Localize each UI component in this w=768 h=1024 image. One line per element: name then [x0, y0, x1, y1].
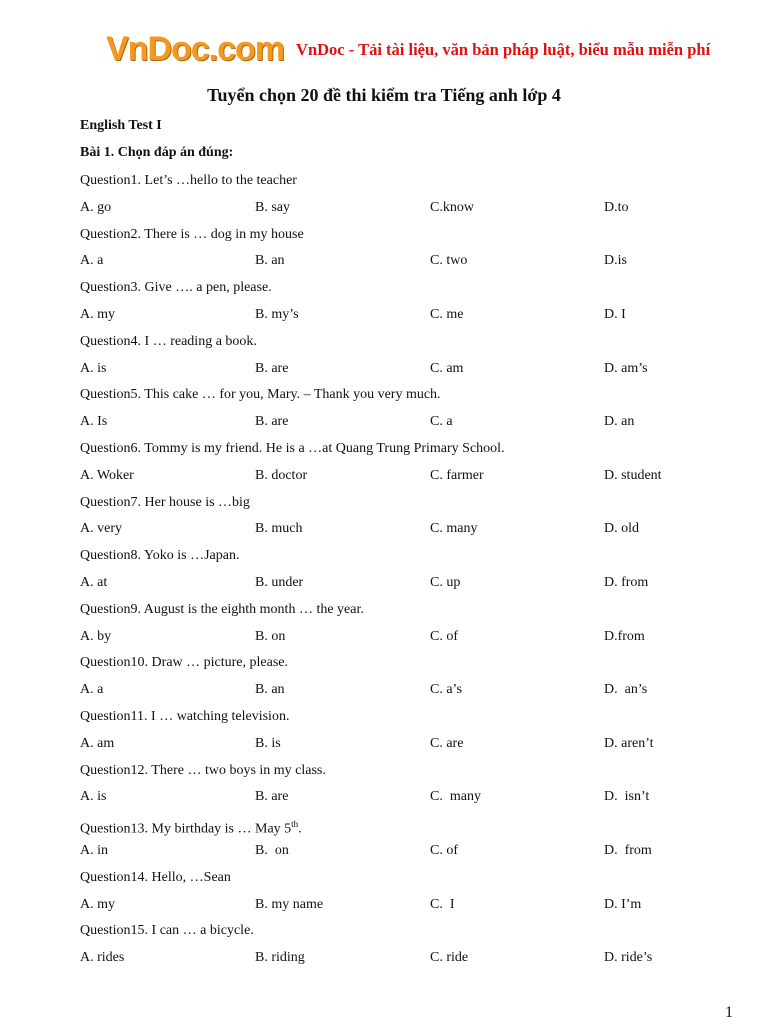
- option-c: C. up: [430, 574, 461, 590]
- option-d: D. I: [604, 306, 626, 322]
- question-text: [80, 439, 720, 466]
- option-c: C. I: [430, 896, 455, 912]
- question-text-main: Question10. Draw … picture, please.: [80, 655, 288, 671]
- option-a: A. go: [80, 199, 112, 215]
- answer-options: [80, 680, 720, 707]
- option-c: C. a’s: [430, 682, 462, 698]
- test-title: English Test I: [80, 118, 162, 133]
- question-text-main: Question14. Hello, …Sean: [80, 869, 231, 885]
- option-d: D. an’s: [604, 682, 648, 698]
- question-text: [80, 761, 720, 788]
- option-c: C. me: [430, 306, 464, 322]
- option-a: A. rides: [80, 950, 125, 966]
- question-item: [80, 546, 720, 600]
- question-item: [80, 332, 720, 386]
- question-text-main: Question6. Tommy is my friend. He is a …at Quang Trung Primary School.: [80, 440, 505, 456]
- option-b: B. an: [255, 682, 285, 698]
- option-b: B. say: [255, 199, 290, 215]
- question-text: [80, 814, 720, 841]
- option-d: D. an: [604, 414, 635, 430]
- question-item: [80, 385, 720, 439]
- option-b: B. on: [255, 628, 286, 644]
- question-text: [80, 278, 720, 305]
- section-title: Bài 1. Chọn đáp án đúng:: [80, 145, 234, 160]
- option-a: A. Woker: [80, 467, 134, 483]
- option-c: C. am: [430, 360, 464, 376]
- option-a: A. by: [80, 628, 112, 644]
- question-item: [80, 171, 720, 225]
- answer-options: [80, 466, 720, 493]
- question-item: [80, 653, 720, 707]
- option-d: D. aren’t: [604, 735, 654, 751]
- option-a: A. my: [80, 896, 115, 912]
- option-c: C. many: [430, 521, 478, 537]
- question-text: [80, 600, 720, 627]
- question-text-main: Question9. August is the eighth month … the year.: [80, 601, 364, 617]
- option-a: A. my: [80, 306, 115, 322]
- question-text-main: Question15. I can … a bicycle.: [80, 923, 254, 939]
- question-item: [80, 814, 720, 868]
- option-b: B. on: [255, 842, 289, 858]
- option-b: B. are: [255, 789, 289, 805]
- option-a: A. is: [80, 789, 107, 805]
- answer-options: [80, 948, 720, 975]
- question-text-main: Question5. This cake … for you, Mary. – Thank you very much.: [80, 387, 441, 403]
- question-text-main: Question13. My birthday is … May 5: [80, 821, 292, 837]
- question-item: [80, 868, 720, 922]
- answer-options: [80, 519, 720, 546]
- document-title: Tuyển chọn 20 đề thi kiểm tra Tiếng anh lớp 4: [207, 85, 561, 105]
- option-c: C. of: [430, 628, 458, 644]
- question-item: [80, 439, 720, 493]
- question-item: [80, 225, 720, 279]
- option-c: C.know: [430, 199, 474, 215]
- page-header: [106, 30, 710, 70]
- option-b: B. under: [255, 574, 304, 590]
- header-tagline: VnDoc - Tải tài liệu, văn bản pháp luật, biểu mẫu miễn phí: [296, 39, 711, 59]
- option-b: B. my name: [255, 896, 324, 912]
- answer-options: [80, 787, 720, 814]
- answer-options: [80, 359, 720, 386]
- question-text: [80, 707, 720, 734]
- answer-options: [80, 841, 720, 868]
- answer-options: [80, 198, 720, 225]
- answer-options: [80, 412, 720, 439]
- option-c: C. a: [430, 414, 453, 430]
- answer-options: [80, 627, 720, 654]
- option-b: B. is: [255, 735, 281, 751]
- option-a: A. in: [80, 842, 108, 858]
- option-b: B. are: [255, 414, 289, 430]
- option-a: A. Is: [80, 414, 108, 430]
- option-b: B. an: [255, 253, 285, 269]
- option-d: D. I’m: [604, 896, 642, 912]
- question-item: [80, 921, 720, 975]
- question-text-main: Question8. Yoko is …Japan.: [80, 548, 240, 564]
- option-a: A. a: [80, 682, 104, 698]
- option-a: A. at: [80, 574, 108, 590]
- option-d: D.from: [604, 628, 645, 644]
- option-c: C. ride: [430, 950, 469, 966]
- option-d: D.is: [604, 253, 627, 269]
- option-b: B. doctor: [255, 467, 308, 483]
- question-text-main: Question1. Let’s …hello to the teacher: [80, 173, 297, 188]
- option-c: C. of: [430, 842, 458, 858]
- question-text: [80, 332, 720, 359]
- question-text: [80, 493, 720, 520]
- answer-options: [80, 305, 720, 332]
- question-text-main: Question2. There is … dog in my house: [80, 226, 304, 242]
- answer-options: [80, 895, 720, 922]
- option-d: D. from: [604, 574, 649, 590]
- option-b: B. riding: [255, 950, 305, 966]
- option-c: C. farmer: [430, 467, 484, 483]
- question-item: [80, 278, 720, 332]
- option-b: B. are: [255, 360, 289, 376]
- question-text-main: Question7. Her house is …big: [80, 494, 250, 510]
- vndoc-logo[interactable]: VnDoc.com: [106, 30, 285, 68]
- question-text-main: Question12. There … two boys in my class.: [80, 762, 326, 778]
- question-text: [80, 653, 720, 680]
- question-text-main: Question3. Give …. a pen, please.: [80, 280, 272, 296]
- question-text: [80, 546, 720, 573]
- option-d: D. old: [604, 521, 639, 537]
- question-item: [80, 493, 720, 547]
- question-text-superscript: th: [291, 819, 299, 830]
- option-d: D. from: [604, 842, 652, 858]
- option-d: D. student: [604, 467, 662, 483]
- option-d: D.to: [604, 199, 629, 215]
- answer-options: [80, 734, 720, 761]
- page-number: 1: [725, 1004, 733, 1021]
- option-a: A. very: [80, 521, 122, 537]
- option-a: A. a: [80, 253, 104, 269]
- option-c: C. are: [430, 735, 464, 751]
- option-c: C. two: [430, 253, 468, 269]
- option-b: B. my’s: [255, 306, 299, 322]
- question-text-main: Question4. I … reading a book.: [80, 333, 257, 349]
- question-text-main: Question11. I … watching television.: [80, 708, 290, 724]
- option-a: A. am: [80, 735, 115, 751]
- option-d: D. am’s: [604, 360, 648, 376]
- question-item: [80, 761, 720, 815]
- question-text: [80, 225, 720, 252]
- option-a: A. is: [80, 360, 107, 376]
- option-c: C. many: [430, 789, 481, 805]
- option-b: B. much: [255, 521, 303, 537]
- option-d: D. isn’t: [604, 789, 650, 805]
- question-item: [80, 707, 720, 761]
- answer-options: [80, 251, 720, 278]
- question-list: [80, 171, 720, 975]
- answer-options: [80, 573, 720, 600]
- question-text: [80, 921, 720, 948]
- question-item: [80, 600, 720, 654]
- question-text: [80, 171, 720, 198]
- question-text: [80, 868, 720, 895]
- question-text: [80, 385, 720, 412]
- question-text-end: .: [298, 821, 302, 837]
- option-d: D. ride’s: [604, 950, 653, 966]
